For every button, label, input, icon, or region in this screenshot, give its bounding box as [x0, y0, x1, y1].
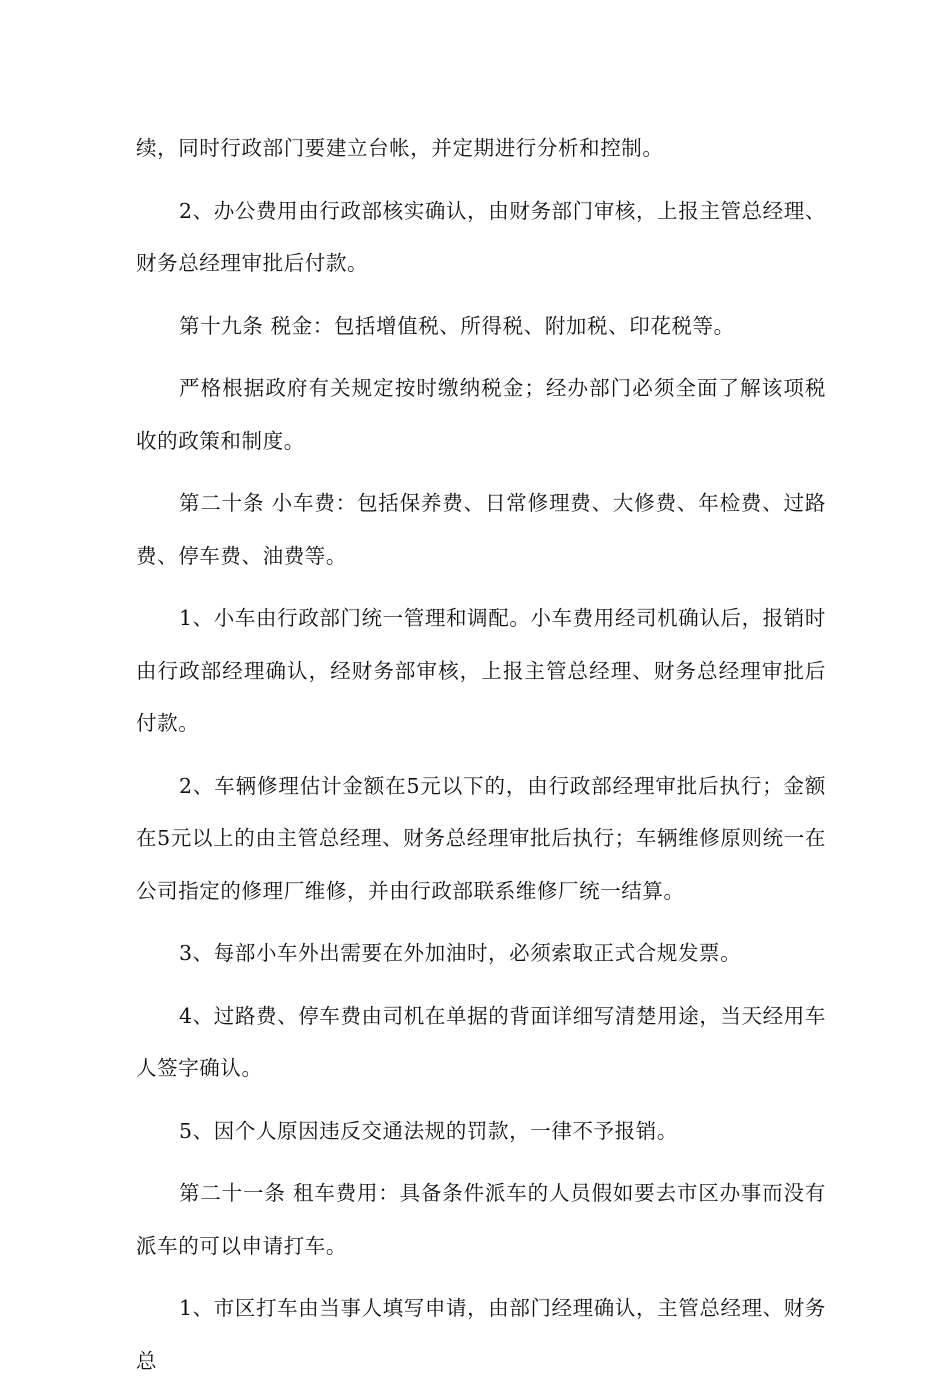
document-body [136, 122, 826, 1397]
paragraph-article-19-taxes: 第十九条 税金：包括增值税、所得税、附加税、印花税等。 [179, 313, 735, 338]
paragraph-car-management: 1、小车由行政部门统一管理和调配。小车费用经司机确认后，报销时由行政部经理确认，经财务部审核，上报主管总经理、财务总经理审批后付款。 [136, 606, 826, 735]
paragraph-toll-parking: 4、过路费、停车费由司机在单据的背面详细写清楚用途，当天经用车人签字确认。 [136, 1003, 826, 1080]
paragraph-refueling-invoice: 3、每部小车外出需要在外加油时，必须索取正式合规发票。 [179, 941, 742, 965]
paragraph-article-20-car-expenses: 第二十条 小车费：包括保养费、日常修理费、大修费、年检费、过路费、停车费、油费等。 [136, 491, 826, 568]
paragraph-article-21-taxi: 第二十一条 租车费用：具备条件派车的人员假如要去市区办事而没有派车的可以申请打车。 [136, 1181, 826, 1258]
paragraph-traffic-fines: 5、因个人原因违反交通法规的罚款，一律不予报销。 [179, 1118, 678, 1143]
paragraph-vehicle-repair: 2、车辆修理估计金额在5元以下的，由行政部经理审批后执行；金额在5元以上的由主管总经理、财务总经理审批后执行；车辆维修原则统一在公司指定的修理厂维修，并由行政部联系维修厂统一结算。 [136, 773, 826, 903]
paragraph-office-expense-approval: 2、办公费用由行政部核实确认，由财务部门审核，上报主管总经理、财务总经理审批后付款。 [136, 198, 826, 275]
paragraph-continuation: 续，同时行政部门要建立台帐，并定期进行分析和控制。 [136, 136, 664, 160]
paragraph-tax-payment: 严格根据政府有关规定按时缴纳税金；经办部门必须全面了解该项税收的政策和制度。 [136, 376, 826, 453]
paragraph-taxi-application: 1、市区打车由当事人填写申请，由部门经理确认，主管总经理、财务总 [136, 1296, 826, 1373]
